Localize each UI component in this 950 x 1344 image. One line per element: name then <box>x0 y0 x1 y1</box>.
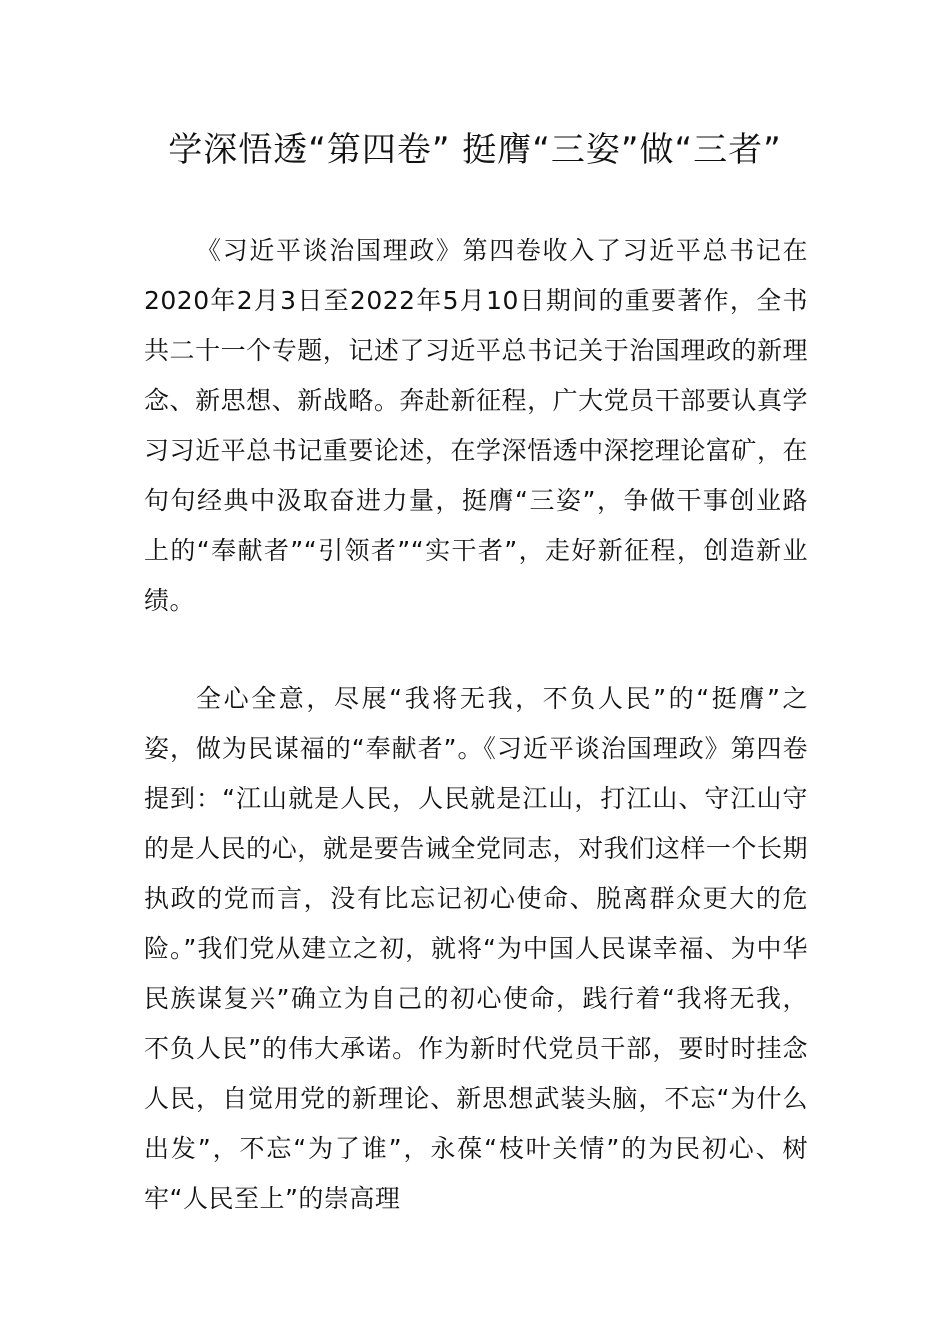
document-title: 学深悟透“第四卷” 挺膺“三姿”做“三者” <box>168 130 782 170</box>
paragraph-intro: 《习近平谈治国理政》第四卷收入了习近平总书记在2020年2月3日至2022年5月10日期间的重要著作，全书共二十一个专题，记述了习近平总书记关于治国理政的新理念、新思想、新战略。奔赴新征程，广大党员干部要认真学习习近平总书记重要论述，在学深悟透中深挖理论富矿，在句句经典中汲取奋进力量，挺膺“三姿”，争做干事创业路上的“奉献者”“引领者”“实干者”，走好新征程，创造新业绩。 <box>144 236 808 615</box>
paragraph-section-one: 全心全意，尽展“我将无我，不负人民”的“挺膺”之姿，做为民谋福的“奉献者”。《习近平谈治国理政》第四卷提到：“江山就是人民，人民就是江山，打江山、守江山守的是人民的心，就是要告诫全党同志，对我们这样一个长期执政的党而言，没有比忘记初心使命、脱离群众更大的危险。”我们党从建立之初，就将“为中国人民谋幸福、为中华民族谋复兴”确立为自己的初心使命，践行着“我将无我，不负人民”的伟大承诺。作为新时代党员干部，要时时挂念人民，自觉用党的新理论、新思想武装头脑，不忘“为什么出发”，不忘“为了谁”，永葆“枝叶关情”的为民初心、树牢“人民至上”的崇高理 <box>144 684 808 1213</box>
